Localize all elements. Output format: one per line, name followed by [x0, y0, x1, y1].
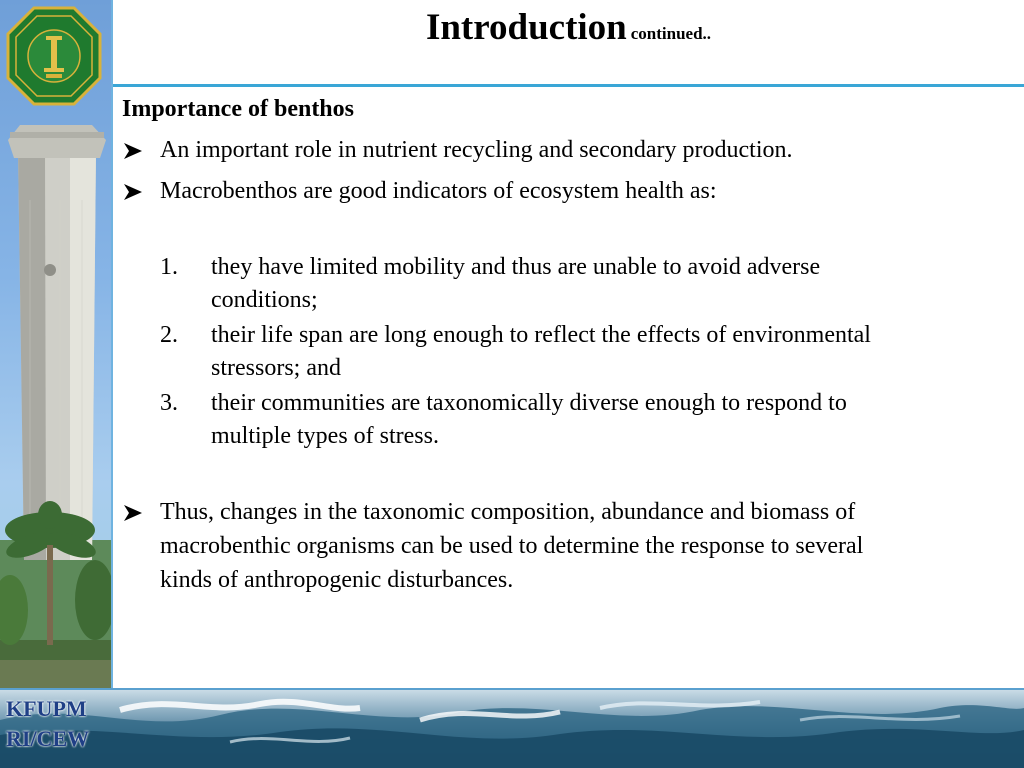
slide-title	[113, 6, 1024, 49]
bullet-item: An important role in nutrient recycling and secondary production.	[160, 137, 793, 163]
arrow-bullet-icon	[123, 504, 143, 522]
list-number: 2.	[160, 322, 178, 348]
list-item-line: conditions;	[211, 287, 318, 313]
footer-line-1: KFUPM	[6, 696, 87, 721]
list-item-line: their life span are long enough to reflect the effects of environmental	[211, 322, 871, 348]
footer-line-2: RI/CEW	[6, 726, 90, 751]
ocean-wave-image	[0, 690, 1024, 768]
footer-wave-banner	[0, 690, 1024, 768]
footer-org-label	[6, 694, 89, 754]
university-seal-icon	[6, 6, 102, 106]
list-item-line: their communities are taxonomically diverse enough to respond to	[211, 390, 847, 416]
title-divider	[113, 84, 1024, 87]
arrow-bullet-icon	[123, 142, 143, 160]
section-heading: Importance of benthos	[122, 96, 354, 122]
list-item-line: they have limited mobility and thus are unable to avoid adverse	[211, 254, 821, 280]
list-number: 1.	[160, 254, 178, 280]
arrow-bullet-icon	[123, 183, 143, 201]
bullet-item-line: kinds of anthropogenic disturbances.	[160, 567, 514, 593]
bullet-item-line: macrobenthic organisms can be used to determine the response to several	[160, 533, 864, 559]
list-item-line: stressors; and	[211, 355, 341, 381]
bullet-item: Macrobenthos are good indicators of ecosystem health as:	[160, 178, 717, 204]
title-suffix: continued..	[630, 24, 712, 43]
list-item-line: multiple types of stress.	[211, 423, 439, 449]
list-number: 3.	[160, 390, 178, 416]
sidebar-divider	[111, 0, 113, 690]
bullet-item-line: Thus, changes in the taxonomic composition, abundance and biomass of	[160, 499, 856, 525]
title-text: Introduction	[425, 7, 627, 48]
